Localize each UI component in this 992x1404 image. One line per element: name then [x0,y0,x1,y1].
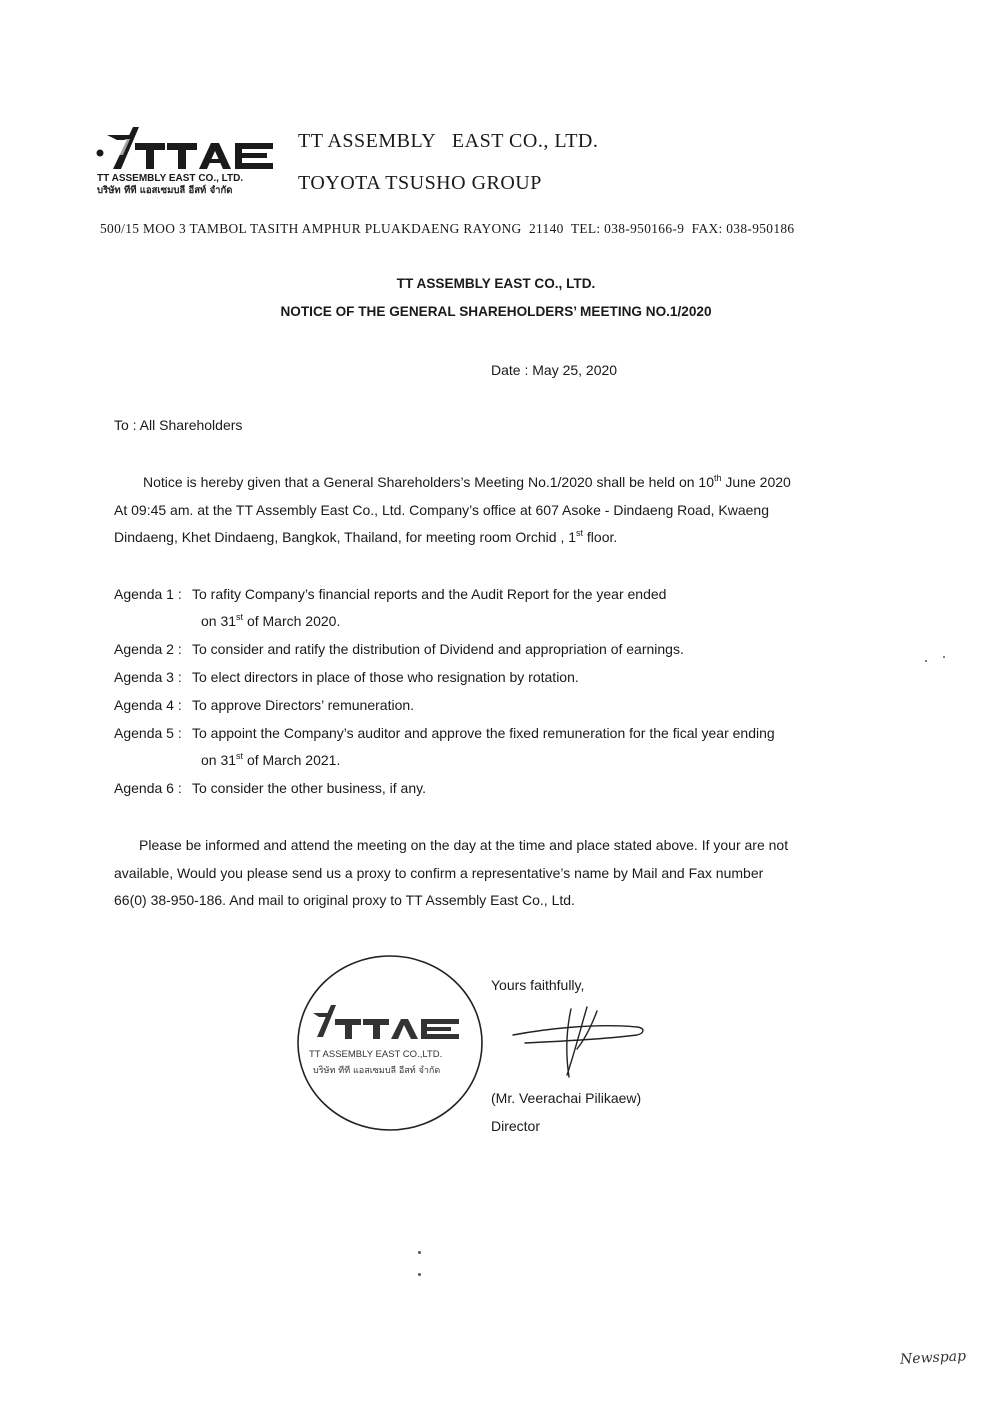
agenda-1-continuation: on 31st of March 2020. [201,612,341,629]
company-name: TT ASSEMBLY EAST CO., LTD. [298,130,599,152]
group-name: TOYOTA TSUSHO GROUP [298,172,542,194]
agenda-1-text: To rafity Company’s financial reports and the Audit Report for the year ended [192,586,667,602]
agenda-1-label: Agenda 1 : [114,586,182,602]
agenda-5-text: To appoint the Company’s auditor and approve the fixed remuneration for the fical year ending [192,725,775,741]
logo-subtext-en: TT ASSEMBLY EAST CO., LTD. [97,173,244,184]
company-stamp [295,953,485,1133]
agenda-3-text: To elect directors in place of those who resignation by rotation. [192,669,579,685]
svg-text:Newspap: Newspap [899,1348,967,1368]
notice-title: NOTICE OF THE GENERAL SHAREHOLDERS’ MEETING NO.1/2020 [280,304,712,319]
stamp-line-en: TT ASSEMBLY EAST CO.,LTD. [309,1049,443,1060]
agenda-4-label: Agenda 4 : [114,697,182,713]
scan-speck [925,660,927,662]
proxy-paragraph-line-1: Please be informed and attend the meeting on the day at the time and place stated above. If your are not [139,837,789,853]
company-logo [95,125,285,197]
closing-line: Yours faithfully, [491,977,585,993]
notice-paragraph-line-1: Notice is hereby given that a General Shareholders’s Meeting No.1/2020 shall be held on 10th June 2020 [143,473,791,490]
handwritten-note [898,1344,968,1370]
company-address: 500/15 MOO 3 TAMBOL TASITH AMPHUR PLUAKDAENG RAYONG 21140 TEL: 038-950166-9 FAX: 038-950186 [100,221,795,236]
notice-date: Date : May 25, 2020 [491,362,618,378]
scan-speck [943,656,945,658]
director-signature [505,1005,655,1080]
signer-title: Director [491,1118,541,1134]
logo-subtext-th: บริษัท ทีที แอสเซมบลี อีสท์ จำกัด [97,185,233,196]
agenda-2-text: To consider and ratify the distribution of Dividend and appropriation of earnings. [192,641,684,657]
agenda-5-label: Agenda 5 : [114,725,182,741]
stamp-line-th: บริษัท ทีที แอสเซมบลี อีสท์ จำกัด [313,1066,441,1076]
notice-paragraph-line-3: Dindaeng, Khet Dindaeng, Bangkok, Thailand, for meeting room Orchid , 1st floor. [114,528,618,545]
proxy-paragraph-line-2: available, Would you please send us a proxy to confirm a representative’s name by Mail and Fax number [114,865,764,881]
agenda-6-label: Agenda 6 : [114,780,182,796]
agenda-2-label: Agenda 2 : [114,641,182,657]
notice-paragraph-line-2: At 09:45 am. at the TT Assembly East Co., Ltd. Company’s office at 607 Asoke - Dindaeng Road, Kwaeng [114,502,770,518]
agenda-5-continuation: on 31st of March 2021. [201,751,341,768]
proxy-paragraph-line-3: 66(0) 38-950-186. And mail to original proxy to TT Assembly East Co., Ltd. [114,892,575,908]
recipient-line: To : All Shareholders [114,417,243,433]
scan-speck [418,1251,421,1254]
notice-company-title: TT ASSEMBLY EAST CO., LTD. [396,276,596,291]
agenda-4-text: To approve Directors’ remuneration. [192,697,415,713]
agenda-6-text: To consider the other business, if any. [192,780,426,796]
signer-name: (Mr. Veerachai Pilikaew) [491,1090,642,1106]
scan-speck [418,1273,421,1276]
agenda-3-label: Agenda 3 : [114,669,182,685]
